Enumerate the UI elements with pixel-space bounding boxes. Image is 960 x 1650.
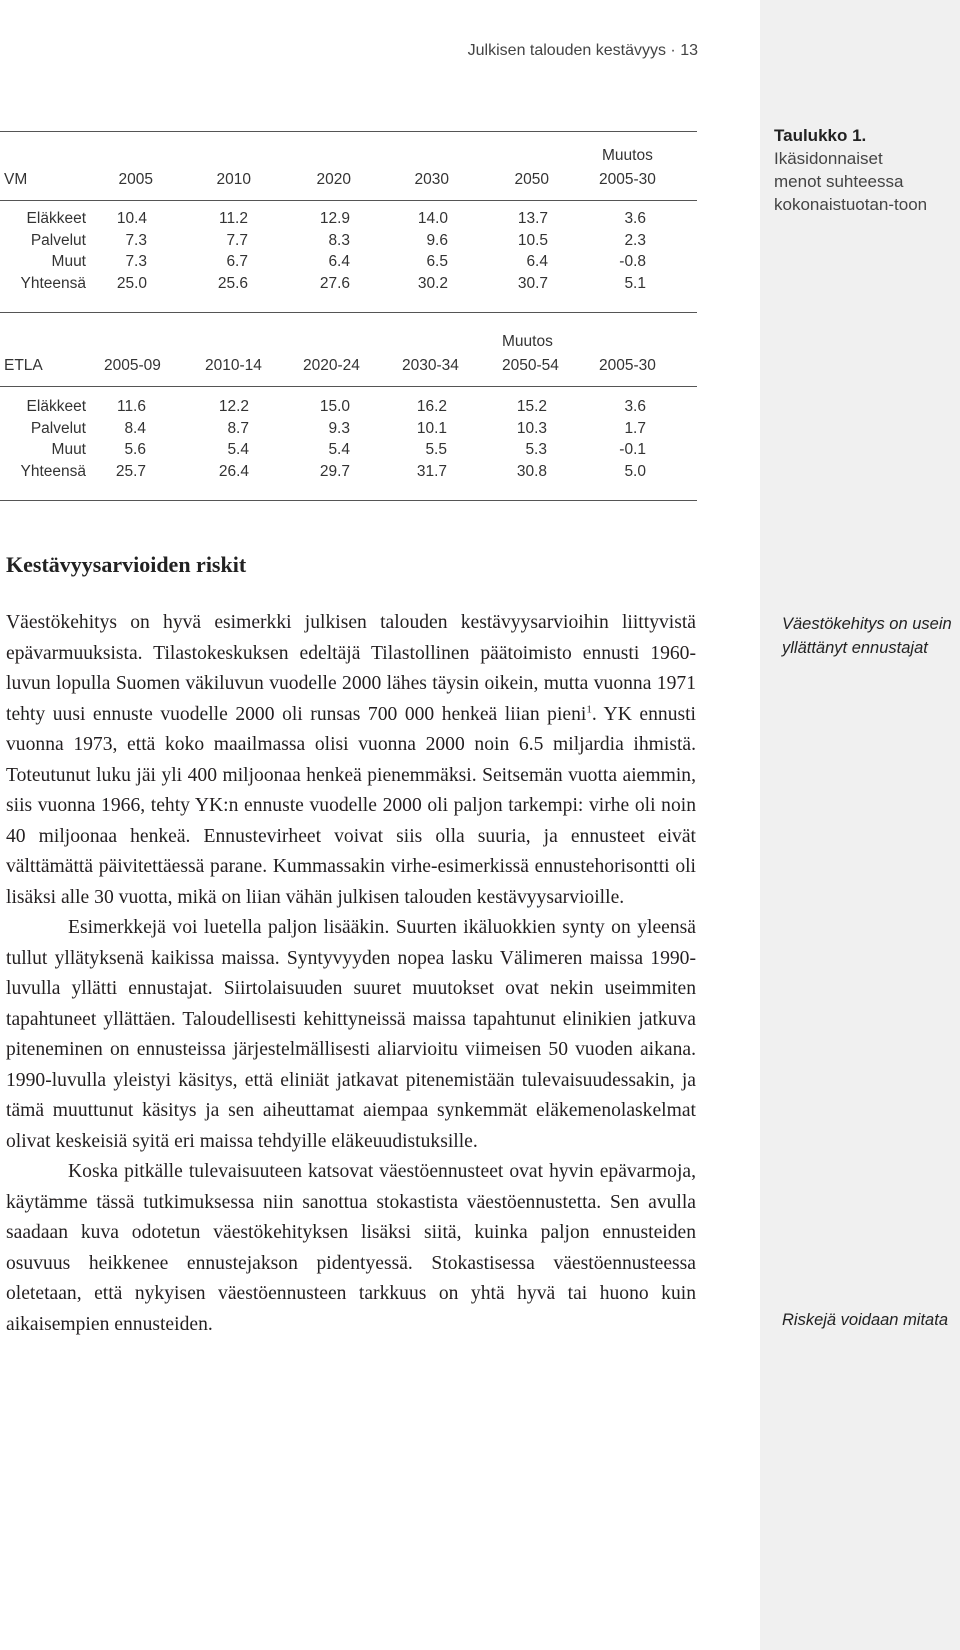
table-cell: 7.3	[125, 231, 147, 249]
table-cell: 1.7	[624, 419, 646, 437]
table-cell: 26.4	[218, 462, 249, 480]
table-header-rule	[0, 386, 697, 387]
table-cell: 31.7	[416, 462, 447, 480]
running-head: Julkisen talouden kestävyys · 13	[467, 42, 698, 59]
table-cell: 5.4	[227, 441, 249, 458]
table-cell: 30.8	[516, 462, 547, 480]
row-label: Yhteensä	[20, 462, 86, 480]
table-cell: 10.4	[116, 210, 147, 227]
table-cell: 11.6	[116, 398, 146, 415]
row-label: Yhteensä	[20, 274, 86, 292]
table-cell: 5.4	[328, 441, 350, 458]
table-cell: 10.3	[516, 419, 547, 437]
row-label: Muut	[51, 253, 86, 270]
margin-note: Riskejä voidaan mitata	[782, 1311, 948, 1329]
table-cell: 5.5	[425, 441, 447, 458]
sidebar-panel	[760, 0, 960, 1650]
table-cell: 25.6	[217, 274, 248, 292]
margin-note: Väestökehitys on usein yllättänyt ennustajat	[782, 615, 952, 657]
row-label: Palvelut	[30, 419, 86, 437]
table-cell: -0.8	[619, 253, 646, 270]
table-cell: 27.6	[319, 274, 350, 292]
table-cell: 7.7	[226, 231, 248, 249]
table-source-label: ETLA	[4, 357, 43, 374]
table-cell: 30.2	[417, 274, 448, 292]
table-cell: 9.6	[426, 231, 448, 249]
paragraph: Esimerkkejä voi luetella paljon lisääkin. Suurten ikäluokkien synty on yleensä tullut yllätyksenä kaikissa maissa. Syntyvyyden nopea lasku Välimeren maissa 1990-luvulla yllätti ennustajat. Siirtolaisuuden suuret muutokset ovat nekin useimmiten tapahtuneet yllättäen. Taloudellisesti kehittyneissä maissa tapahtunut elinikien jatkuva piteneminen on ennusteissa järjestelmällisesti aliarvioitu viimeisen 50 vuoden aikana. 1990-luvulla yleistyi käsitys, että eliniät jatkavat pitenemistään tulevaisuudessakin, ja tämä muuttunut käsitys ja sen aiheuttamat aiempaa synkemmät eläkemenolaskelmat olivat keskeisiä syitä eri maissa tehdyille eläkeuudistuksille.	[6, 917, 696, 1152]
column-header-period: 2005-09	[104, 357, 161, 374]
table-cell: 30.7	[517, 274, 548, 292]
table-cell: 3.6	[624, 398, 646, 415]
table-cell: -0.1	[619, 441, 646, 458]
table-cell: 10.1	[416, 419, 447, 437]
column-header-year: 2005	[118, 171, 153, 188]
table-cell: 6.4	[526, 253, 548, 270]
table-cell: 7.3	[125, 253, 147, 270]
table-cell: 25.7	[115, 462, 146, 480]
table-cell: 12.2	[218, 398, 249, 415]
column-header-change-label: Muutos	[502, 333, 553, 350]
table-cell: 3.6	[624, 210, 646, 227]
row-label: Palvelut	[30, 231, 86, 249]
table-cell: 15.2	[516, 398, 547, 415]
column-header-period: 2020-24	[303, 357, 360, 374]
section-heading: Kestävyysarvioiden riskit	[6, 552, 247, 577]
table-cell: 2.3	[624, 231, 646, 249]
column-header-period: 2005-30	[599, 357, 656, 374]
table-caption-text: Ikäsidonnaiset menot suhteessa kokonaistuotan-toon	[774, 149, 928, 214]
table-header-rule	[0, 200, 697, 201]
table-caption-title: Taulukko 1.	[774, 126, 867, 145]
table-cell: 14.0	[417, 210, 448, 227]
table-cell: 6.4	[328, 253, 350, 270]
row-label: Muut	[51, 441, 86, 458]
table-cell: 25.0	[116, 274, 147, 292]
table-cell: 29.7	[319, 462, 350, 480]
row-label: Eläkkeet	[26, 210, 86, 227]
column-header-period: 2030-34	[402, 357, 459, 374]
body-text	[6, 608, 696, 1340]
column-header-year: 2030	[414, 171, 449, 188]
column-header-period: 2010-14	[205, 357, 262, 374]
table-cell: 5.3	[525, 441, 547, 458]
table-source-label: VM	[4, 171, 28, 188]
table-bottom-rule	[0, 312, 697, 313]
table-top-rule	[0, 131, 697, 132]
row-label: Eläkkeet	[26, 398, 86, 415]
table-cell: 8.4	[124, 419, 146, 437]
column-header-change-label: Muutos	[602, 147, 653, 164]
column-header-year: 2010	[216, 171, 251, 188]
paragraph: Väestökehitys on hyvä esimerkki julkisen talouden kestävyysarvioihin liittyvistä epävarmuuksista. Tilastokeskuksen edeltäjä Tilastollinen päätoimisto ennusti 1960-luvun lopulla Suomen väkiluvun vuodelle 2000 lähes täysin oikein, mutta vuonna 1971 tehty uusi ennuste vuodelle 2000 oli runsas 700 000 henkeä liian pieni$^1$. YK ennusti vuonna 1973, että koko maailmassa olisi vuonna 2000 noin 6.5 miljardia ihmistä. Toteutunut luku jäi yli 400 miljoonaa henkeä pienemmäksi. Seitsemän vuotta aiemmin, siis vuonna 1966, tehty YK:n ennuste vuodelle 2000 oli paljon tarkempi: virhe oli noin 40 miljoonaa henkeä. Ennustevirheet voivat siis olla suuria, ja ennusteet eivät välttämättä päivitettäessä parane. Kummassakin virhe-esimerkissä ennustehorisontti oli lisäksi alle 30 vuotta, mikä on liian vähän julkisen talouden kestävyysarvioille.	[6, 612, 697, 908]
column-header-year: 2020	[316, 171, 351, 188]
table-cell: 15.0	[319, 398, 350, 415]
table-cell: 6.7	[226, 253, 248, 270]
table-bottom-rule	[0, 500, 697, 501]
footnote-marker: 1	[586, 702, 592, 715]
paragraph: Koska pitkälle tulevaisuuteen katsovat väestöennusteet ovat hyvin epävarmoja, käytämme tässä tutkimuksessa niin sanottua stokastista väestöennustetta. Sen avulla saadaan kuva odotetun väestökehityksen lisäksi siitä, kuinka paljon ennusteiden osuvuus heikkenee ennustejakson pidentyessä. Stokastisessa väestöennusteessa oletetaan, että nykyisen väestöennusteen tarkkuus on yhtä hyvä tai huono kuin aikaisempien ennusteiden.	[6, 1161, 696, 1335]
table-cell: 10.5	[517, 231, 548, 249]
column-header-year: 2050	[514, 171, 549, 188]
table-cell: 8.7	[227, 419, 249, 437]
table-cell: 5.6	[124, 441, 146, 458]
table-cell: 16.2	[416, 398, 447, 415]
table-cell: 8.3	[328, 231, 350, 249]
column-header-change-period: 2050-54	[502, 357, 559, 374]
table-cell: 13.7	[517, 210, 548, 227]
table-cell: 12.9	[319, 210, 350, 227]
table-cell: 5.0	[624, 462, 646, 480]
column-header-change-period: 2005-30	[599, 171, 656, 188]
table-cell: 5.1	[624, 274, 646, 292]
table-cell: 6.5	[426, 253, 448, 270]
table-cell: 9.3	[328, 419, 350, 437]
table-cell: 11.2	[218, 210, 248, 227]
